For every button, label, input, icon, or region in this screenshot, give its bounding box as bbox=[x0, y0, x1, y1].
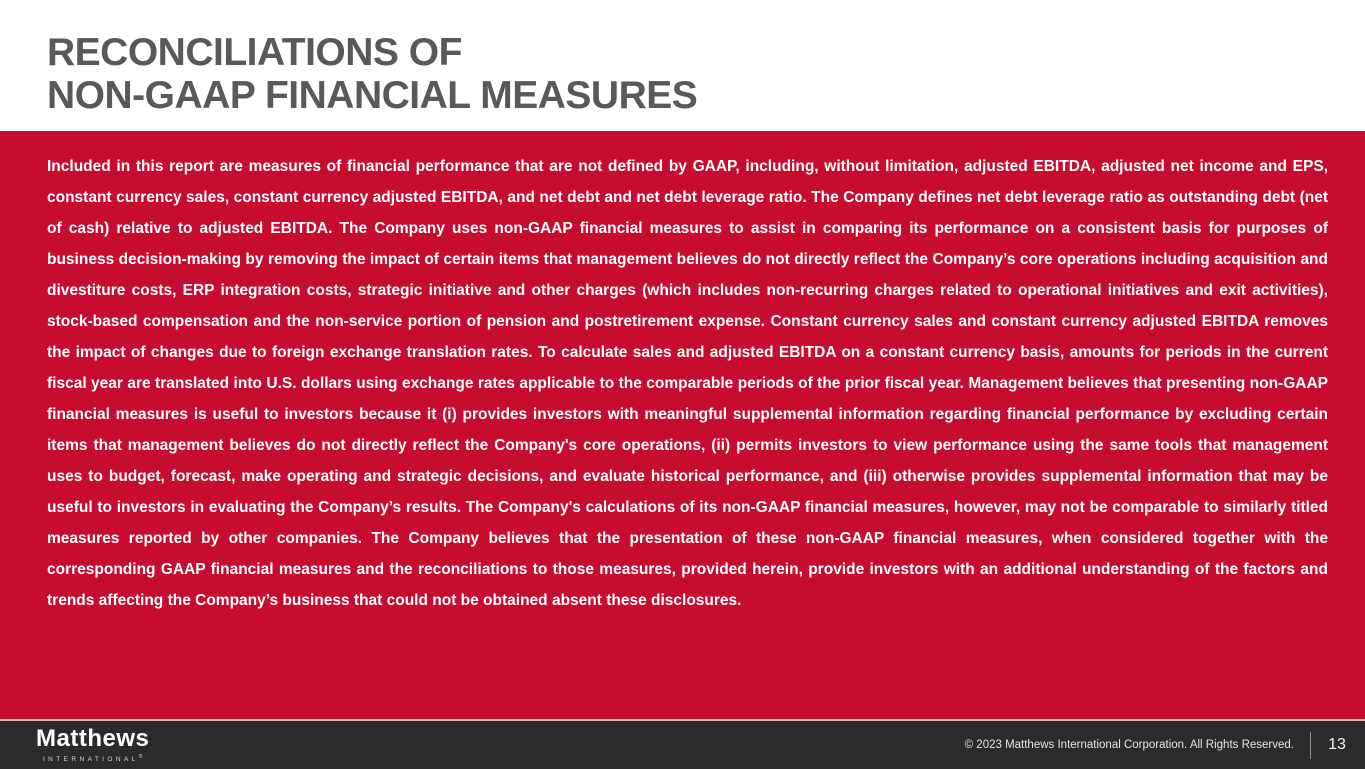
slide-header bbox=[0, 0, 1365, 131]
matthews-wordmark: Matthews bbox=[36, 724, 150, 752]
matthews-logo-subtext bbox=[36, 754, 149, 763]
matthews-logo-subtext-label: INTERNATIONAL bbox=[42, 756, 139, 764]
footer-right-group bbox=[965, 732, 1349, 759]
page-number: 13 bbox=[1328, 736, 1346, 753]
page-title bbox=[47, 31, 1365, 117]
registered-trademark-icon: ® bbox=[138, 753, 143, 760]
matthews-logo bbox=[36, 724, 150, 764]
page-title-line-1: RECONCILIATIONS OF bbox=[47, 31, 462, 74]
page-number-divider bbox=[1310, 732, 1311, 759]
non-gaap-disclosure-paragraph: Included in this report are measures of financial performance that are not defined by GAAP, including, without limitation, adjusted EBITDA, adjusted net income and EPS, constant currency sales, constant currency adjusted EBITDA, and net debt and net debt leverage ratio. The Company defines net debt leverage ratio as outstanding debt (net of cash) relative to adjusted EBITDA. The Company uses non-GAAP financial measures to assist in comparing its performance on a consistent basis for purposes of business decision-making by removing the impact of certain items that management believes do not directly reflect the Company’s core operations including acquisition and divestiture costs, ERP integration costs, strategic initiative and other charges (which includes non-recurring charges related to operational initiatives and exit activities), stock-based compensation and the non-service portion of pension and postretirement expense. Constant currency sales and constant currency adjusted EBITDA removes the impact of changes due to foreign exchange translation rates. To calculate sales and adjusted EBITDA on a constant currency basis, amounts for periods in the current fiscal year are translated into U.S. dollars using exchange rates applicable to the comparable periods of the prior fiscal year. Management believes that presenting non-GAAP financial measures is useful to investors because it (i) provides investors with meaningful supplemental information regarding financial performance by excluding certain items that management believes do not directly reflect the Company's core operations, (ii) permits investors to view performance using the same tools that management uses to budget, forecast, make operating and strategic decisions, and evaluate historical performance, and (iii) otherwise provides supplemental information that may be useful to investors in evaluating the Company’s results. The Company's calculations of its non-GAAP financial measures, however, may not be comparable to similarly titled measures reported by other companies. The Company believes that the presentation of these non-GAAP financial measures, when considered together with the corresponding GAAP financial measures and the reconciliations to those measures, provided herein, provide investors with an additional understanding of the factors and trends affecting the Company’s business that could not be obtained absent these disclosures. bbox=[47, 158, 1328, 609]
slide-footer bbox=[0, 719, 1365, 769]
copyright-text: © 2023 Matthews International Corporation. All Rights Reserved. bbox=[964, 739, 1294, 751]
disclosure-body bbox=[0, 131, 1365, 719]
page-title-line-2: NON-GAAP FINANCIAL MEASURES bbox=[47, 74, 698, 117]
